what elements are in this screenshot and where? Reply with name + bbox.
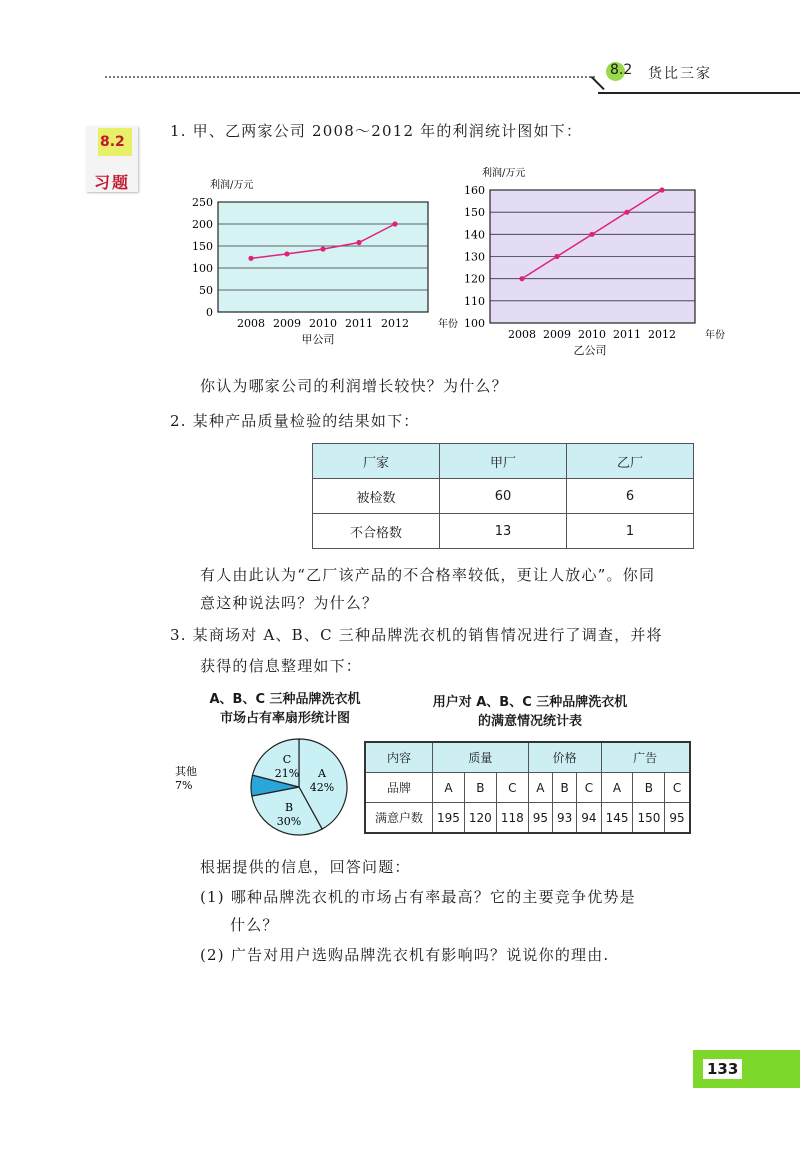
y-tick-label: 160 [464, 184, 485, 197]
pie-slice-percent: 42% [309, 781, 335, 794]
table-header-row [365, 742, 690, 773]
table-cell: 品牌 [365, 773, 433, 803]
table-cell: C [577, 773, 601, 803]
table-cell: 94 [577, 803, 601, 834]
x-tick-label: 2008 [508, 328, 536, 341]
x-tick-label: 2011 [613, 328, 641, 341]
data-point [659, 187, 664, 192]
pie-slice-percent: 7% [175, 779, 193, 792]
header-rule [105, 76, 595, 78]
x-tick-label: 2009 [543, 328, 571, 341]
pie-slice-label: B [284, 801, 294, 814]
q3-sub1-line1: (1) 哪种品牌洗衣机的市场占有率最高？它的主要竞争优势是 [200, 888, 636, 906]
page-number: 133 [703, 1059, 742, 1079]
y-tick-label: 130 [464, 250, 485, 264]
q1-question: 你认为哪家公司的利润增长较快？为什么？ [200, 377, 508, 395]
x-tick-label: 2009 [273, 317, 301, 330]
page-number-tab [693, 1050, 800, 1088]
table-row [365, 773, 690, 803]
y-tick-label: 100 [192, 262, 213, 275]
y-tick-label: 150 [192, 240, 213, 253]
table-cell: 95 [665, 803, 690, 834]
data-point [589, 232, 594, 237]
x-tick-label: 2012 [381, 317, 409, 330]
pie-caption-line2: 市场占有率扇形统计图 [219, 711, 350, 726]
q2-comment-line2: 意这种说法吗？为什么？ [200, 594, 379, 612]
pie-slice-label: A [318, 767, 326, 780]
table-header-cell: 厂家 [313, 444, 440, 479]
table-cell: 1 [567, 514, 694, 549]
data-point [624, 210, 629, 215]
chart-jia [180, 160, 470, 360]
pie-slice-percent: 30% [276, 815, 302, 828]
data-point [554, 254, 559, 259]
table-cell: 60 [440, 479, 567, 514]
table-caption-line2: 的满意情况统计表 [477, 714, 582, 729]
table-caption-line1: 用户对 A、B、C 三种品牌洗衣机 [432, 695, 628, 710]
table-cell: B [464, 773, 496, 803]
y-tick-label: 120 [464, 272, 485, 286]
table-cell: A [528, 773, 552, 803]
x-tick-label: 2010 [578, 328, 606, 341]
table-header-cell: 内容 [365, 742, 433, 773]
table-cell: C [496, 773, 528, 803]
pie-caption [190, 690, 380, 728]
satisfaction-table [364, 741, 691, 834]
y-tick-label: 250 [192, 196, 213, 209]
section-title: 货比三家 [648, 66, 712, 82]
table-cell: 118 [496, 803, 528, 834]
chart-yi [455, 150, 725, 370]
data-point [248, 256, 253, 261]
data-point [392, 221, 397, 226]
chart-title: 甲公司 [301, 333, 335, 346]
y-tick-label: 150 [464, 206, 485, 220]
pie-slice-percent: 21% [274, 767, 300, 780]
y-tick-label: 50 [199, 284, 213, 297]
table-cell: 6 [567, 479, 694, 514]
table-cell: 不合格数 [313, 514, 440, 549]
table-cell: 95 [528, 803, 552, 834]
table-cell: 被检数 [313, 479, 440, 514]
inspection-table [312, 443, 694, 549]
y-axis-label: 利润/万元 [482, 168, 526, 179]
section-number: 8.2 [610, 62, 633, 78]
q3-text-line1: 3. 某商场对 A、B、C 三种品牌洗衣机的销售情况进行了调查，并将 [170, 626, 663, 644]
table-header-cell: 广告 [601, 742, 690, 773]
data-point [356, 240, 361, 245]
table-header-row [313, 444, 694, 479]
x-axis-label: 年份 [438, 319, 458, 330]
badge-label: 习题 [94, 173, 131, 192]
q3-sub2: (2) 广告对用户选购品牌洗衣机有影响吗？说说你的理由. [200, 946, 610, 964]
table-cell: 195 [433, 803, 465, 834]
table-cell: 150 [633, 803, 665, 834]
pie-slice-label: C [282, 753, 292, 766]
table-row [313, 479, 694, 514]
data-point [519, 276, 524, 281]
x-tick-label: 2008 [237, 317, 265, 330]
table-cell: B [553, 773, 577, 803]
q2-comment-line1: 有人由此认为“乙厂该产品的不合格率较低，更让人放心”。你同 [200, 566, 656, 584]
data-point [320, 246, 325, 251]
header-rule-right [598, 92, 800, 94]
pie-chart [175, 735, 365, 845]
table-cell: 145 [601, 803, 633, 834]
x-tick-label: 2012 [648, 328, 676, 341]
table-cell: 120 [464, 803, 496, 834]
table-row [365, 803, 690, 834]
q1-text: 1. 甲、乙两家公司 2008～2012 年的利润统计图如下： [170, 122, 583, 140]
y-axis-label: 利润/万元 [210, 180, 254, 191]
q3-text-line2: 获得的信息整理如下： [200, 657, 363, 675]
y-tick-label: 0 [206, 306, 213, 319]
table-header-cell: 乙厂 [567, 444, 694, 479]
q3-sub1-line2: 什么？ [230, 916, 279, 934]
table-header-cell: 价格 [528, 742, 601, 773]
table-cell: 满意户数 [365, 803, 433, 834]
q3-prompt: 根据提供的信息，回答问题： [200, 858, 411, 876]
q2-text: 2. 某种产品质量检验的结果如下： [170, 412, 420, 430]
x-tick-label: 2011 [345, 317, 373, 330]
y-tick-label: 110 [464, 294, 485, 308]
pie-caption-line1: A、B、C 三种品牌洗衣机 [209, 692, 361, 707]
y-tick-label: 140 [464, 228, 485, 242]
table-cell: A [601, 773, 633, 803]
table-cell: C [665, 773, 690, 803]
table-header-cell: 甲厂 [440, 444, 567, 479]
table-caption [380, 693, 680, 731]
table-row [313, 514, 694, 549]
table-cell: B [633, 773, 665, 803]
table-header-cell: 质量 [433, 742, 529, 773]
y-tick-label: 100 [464, 317, 485, 330]
x-axis-label: 年份 [705, 330, 725, 341]
table-cell: 93 [553, 803, 577, 834]
y-tick-label: 200 [192, 218, 213, 231]
chart-title: 乙公司 [573, 344, 607, 357]
table-cell: A [433, 773, 465, 803]
x-tick-label: 2010 [309, 317, 337, 330]
header-rule-slope [591, 76, 605, 90]
table-cell: 13 [440, 514, 567, 549]
badge-number: 8.2 [100, 134, 125, 150]
data-point [284, 251, 289, 256]
pie-slice-label: 其他 [175, 765, 197, 778]
